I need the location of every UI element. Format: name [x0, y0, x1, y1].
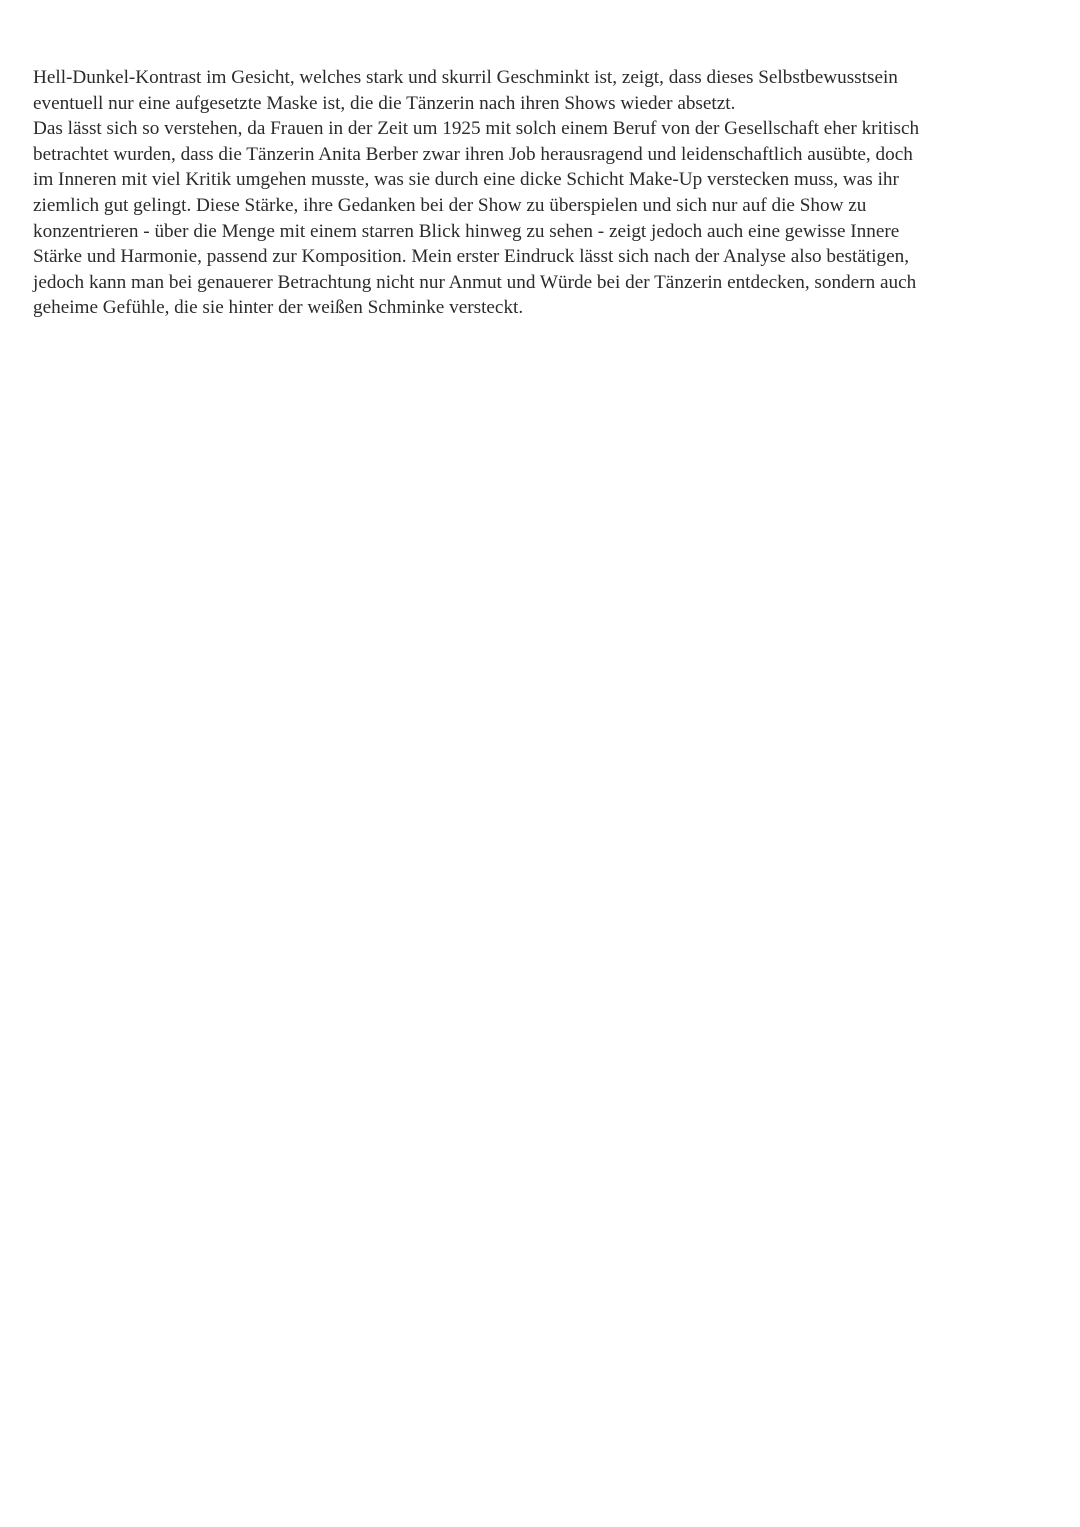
text-line-9: jedoch kann man bei genauerer Betrachtung nicht nur Anmut und Würde bei der Tänzerin entdecken, sondern auch [33, 271, 917, 293]
text-line-10: geheime Gefühle, die sie hinter der weißen Schminke versteckt. [33, 297, 524, 319]
text-line-2: eventuell nur eine aufgesetzte Maske ist, die die Tänzerin nach ihren Shows wieder absetzt. [33, 92, 736, 114]
text-line-6: ziemlich gut gelingt. Diese Stärke, ihre Gedanken bei der Show zu überspielen und sich nur auf die Show zu [33, 194, 867, 216]
body-text [33, 65, 1048, 321]
text-line-7: konzentrieren - über die Menge mit einem starren Blick hinweg zu sehen - zeigt jedoch auch eine gewisse Innere [33, 220, 900, 242]
text-line-8: Stärke und Harmonie, passend zur Komposition. Mein erster Eindruck lässt sich nach der Analyse also bestätigen, [33, 246, 910, 268]
text-line-1: Hell-Dunkel-Kontrast im Gesicht, welches stark und skurril Geschminkt ist, zeigt, dass dieses Selbstbewusstsein [33, 67, 898, 88]
text-line-4: betrachtet wurden, dass die Tänzerin Anita Berber zwar ihren Job herausragend und leidenschaftlich ausübte, doch [33, 143, 913, 165]
text-line-3: Das lässt sich so verstehen, da Frauen in der Zeit um 1925 mit solch einem Beruf von der Gesellschaft eher kritisch [33, 118, 920, 140]
text-line-5: im Inneren mit viel Kritik umgehen musste, was sie durch eine dicke Schicht Make-Up verstecken muss, was ihr [33, 169, 899, 191]
